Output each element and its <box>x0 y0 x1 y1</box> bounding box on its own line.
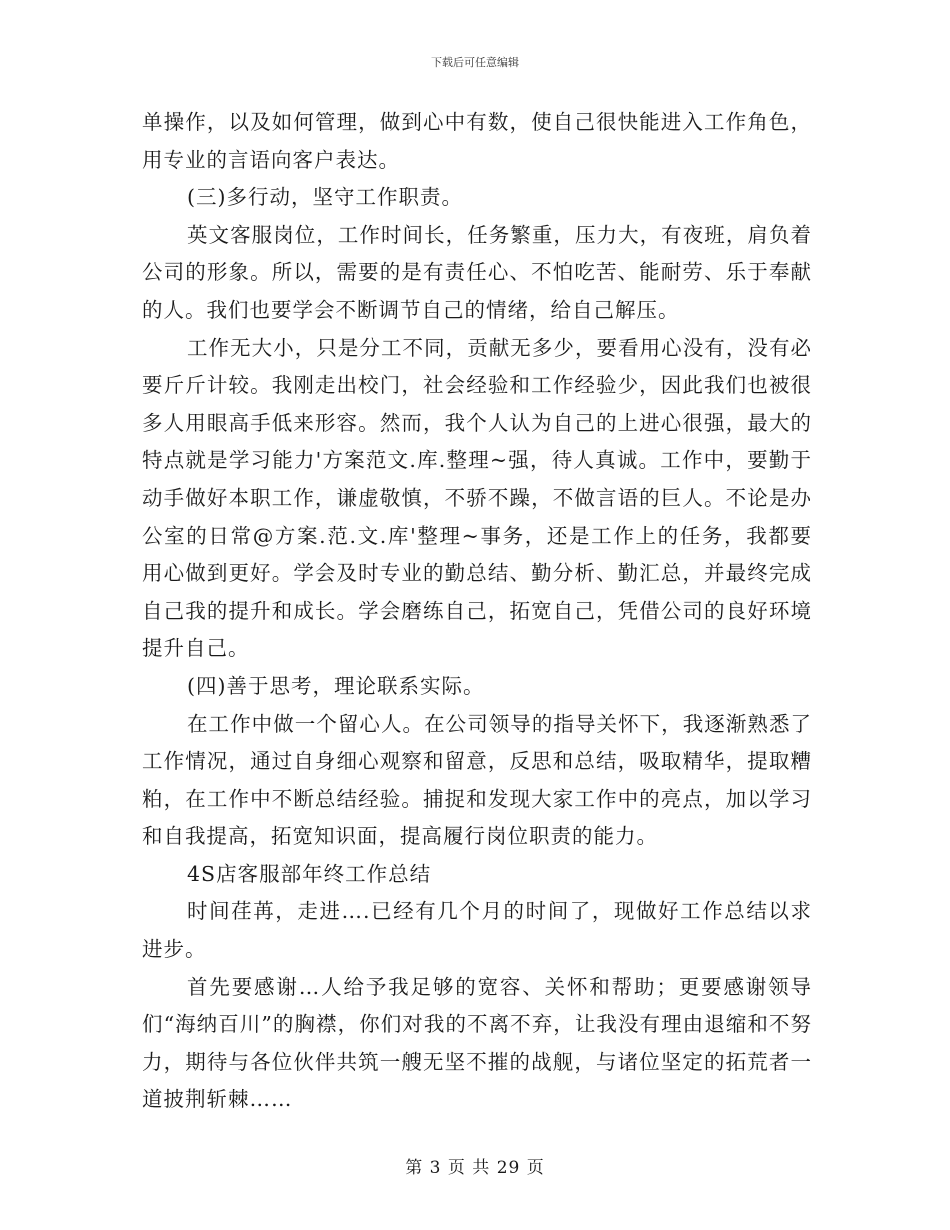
section-heading: (四)善于思考，理论联系实际。 <box>187 673 485 698</box>
paragraph: 首先要感谢…人给予我足够的宽容、关怀和帮助；更要感谢领导们“海纳百川”的胸襟，你们对我的不离不弃，让我没有理由退缩和不努力，期待与各位伙伴共筑一艘无坚不摧的战舰，与诸位坚定的拓荒者一道披荆斩棘…… <box>142 974 812 1112</box>
document-body <box>142 104 812 1119</box>
paragraph: 英文客服岗位，工作时间长，任务繁重，压力大，有夜班，肩负着公司的形象。所以，需要的是有责任心、不怕吃苦、能耐劳、乐于奉献的人。我们也要学会不断调节自己的情绪，给自己解压。 <box>142 222 812 322</box>
page-number: 第 3 页 共 29 页 <box>405 1158 545 1178</box>
paragraph: 单操作，以及如何管理，做到心中有数，使自己很快能进入工作角色，用专业的言语向客户表达。 <box>142 110 812 172</box>
paragraph: 在工作中做一个留心人。在公司领导的指导关怀下，我逐渐熟悉了工作情况，通过自身细心观察和留意，反思和总结，吸取精华，提取糟粕，在工作中不断总结经验。捕捉和发现大家工作中的亮点，加以学习和自我提高，拓宽知识面，提高履行岗位职责的能力。 <box>142 711 812 849</box>
paragraph: 时间荏苒，走进….已经有几个月的时间了，现做好工作总结以求进步。 <box>142 899 812 962</box>
page-header: 下载后可任意编辑 <box>431 56 519 69</box>
section-heading: (三)多行动，坚守工作职责。 <box>187 185 463 210</box>
document-title: 4S店客服部年终工作总结 <box>187 861 432 886</box>
paragraph: 工作无大小，只是分工不同，贡献无多少，要看用心没有，没有必要斤斤计较。我刚走出校门，社会经验和工作经验少，因此我们也被很多人用眼高手低来形容。然而，我个人认为自己的上进心很强，最大的特点就是学习能力'方案范文.库.整理~强，待人真诚。工作中，要勤于动手做好本职工作，谦虚敬慎，不骄不躁，不做言语的巨人。不论是办公室的日常@方案.范.文.库'整理~事务，还是工作上的任务，我都要用心做到更好。学会及时专业的勤总结、勤分析、勤汇总，并最终完成自己我的提升和成长。学会磨练自己，拓宽自己，凭借公司的良好环境提升自己。 <box>142 335 812 661</box>
